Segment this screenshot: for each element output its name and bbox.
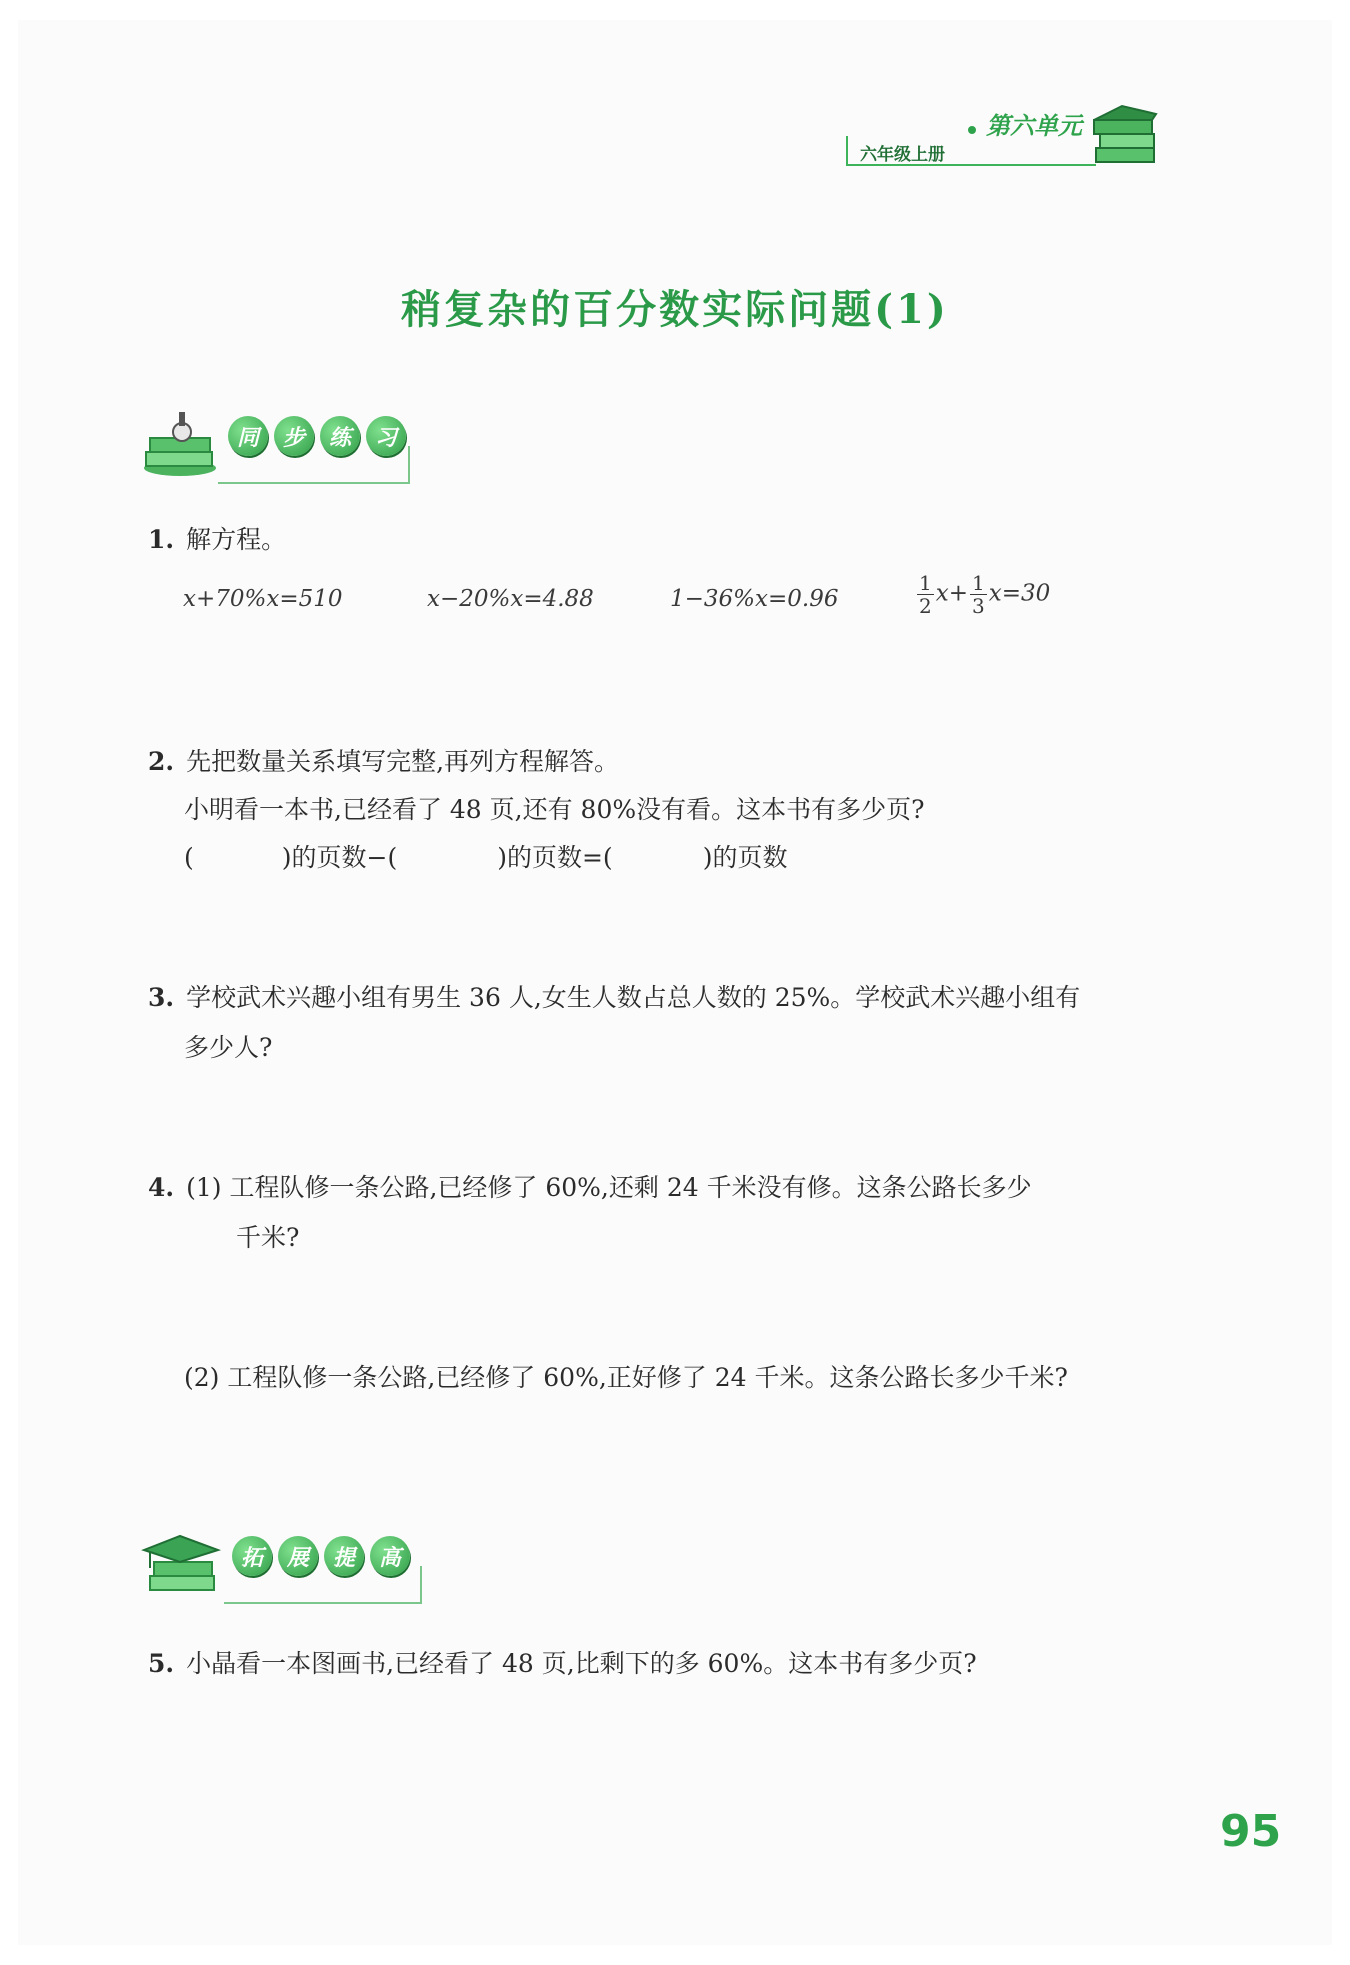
grade-label: 六年级上册	[846, 136, 976, 166]
equation-1: x+70%x=510	[183, 586, 343, 612]
fraction: $\frac{1}{2}$	[919, 571, 932, 618]
section-char: 练	[320, 416, 360, 456]
stacked-books-icon	[140, 408, 220, 478]
question-text: 先把数量关系填写完整,再列方程解答。	[186, 747, 620, 776]
question-2-relation: ( )的页数−( )的页数=( )的页数	[184, 843, 788, 872]
section-char: 步	[274, 416, 314, 456]
question-4-part2: (2) 工程队修一条公路,已经修了 60%,正好修了 24 千米。这条公路长多少千米?	[184, 1363, 1068, 1392]
question-number: 5.	[148, 1649, 175, 1678]
question-2-problem: 小明看一本书,已经看了 48 页,还有 80%没有看。这本书有多少页?	[184, 795, 925, 824]
page-title: 稍复杂的百分数实际问题(1)	[401, 286, 949, 333]
section-extension	[140, 1528, 430, 1598]
question-3-line2: 多少人?	[184, 1033, 273, 1062]
question-3	[148, 974, 1080, 1022]
equation-4: $\frac{1}{2}$ x+ $\frac{1}{3}$ x=30	[919, 571, 1051, 618]
section-char: 习	[366, 416, 406, 456]
question-1	[148, 516, 286, 564]
section-char: 同	[228, 416, 268, 456]
fraction: $\frac{1}{3}$	[972, 571, 985, 618]
question-text: 小晶看一本图画书,已经看了 48 页,比剩下的多 60%。这本书有多少页?	[186, 1649, 977, 1678]
header-rule	[976, 164, 1096, 166]
section-char: 展	[278, 1536, 318, 1576]
header-dot	[968, 126, 976, 134]
question-5	[148, 1640, 977, 1688]
question-text: (1) 工程队修一条公路,已经修了 60%,还剩 24 千米没有修。这条公路长多少	[186, 1173, 1032, 1202]
graduation-books-icon	[140, 1528, 224, 1604]
section-char: 高	[370, 1536, 410, 1576]
question-number: 4.	[148, 1173, 175, 1202]
question-number: 2.	[148, 747, 175, 776]
equation-3: 1−36%x=0.96	[670, 586, 839, 612]
question-4	[148, 1164, 1032, 1212]
question-text: 学校武术兴趣小组有男生 36 人,女生人数占总人数的 25%。学校武术兴趣小组有	[186, 983, 1081, 1012]
question-number: 1.	[148, 525, 175, 554]
books-icon	[1086, 100, 1166, 180]
question-4-part1-line2: 千米?	[236, 1223, 300, 1252]
question-text: 解方程。	[186, 525, 287, 554]
unit-label: 第六单元	[986, 112, 1082, 140]
section-sync-practice	[140, 408, 420, 478]
section-char: 拓	[232, 1536, 272, 1576]
section-char: 提	[324, 1536, 364, 1576]
question-2	[148, 738, 619, 786]
unit-header	[846, 100, 1176, 180]
page-number: 95	[1220, 1806, 1282, 1857]
equation-2: x−20%x=4.88	[427, 586, 594, 612]
question-number: 3.	[148, 983, 175, 1012]
